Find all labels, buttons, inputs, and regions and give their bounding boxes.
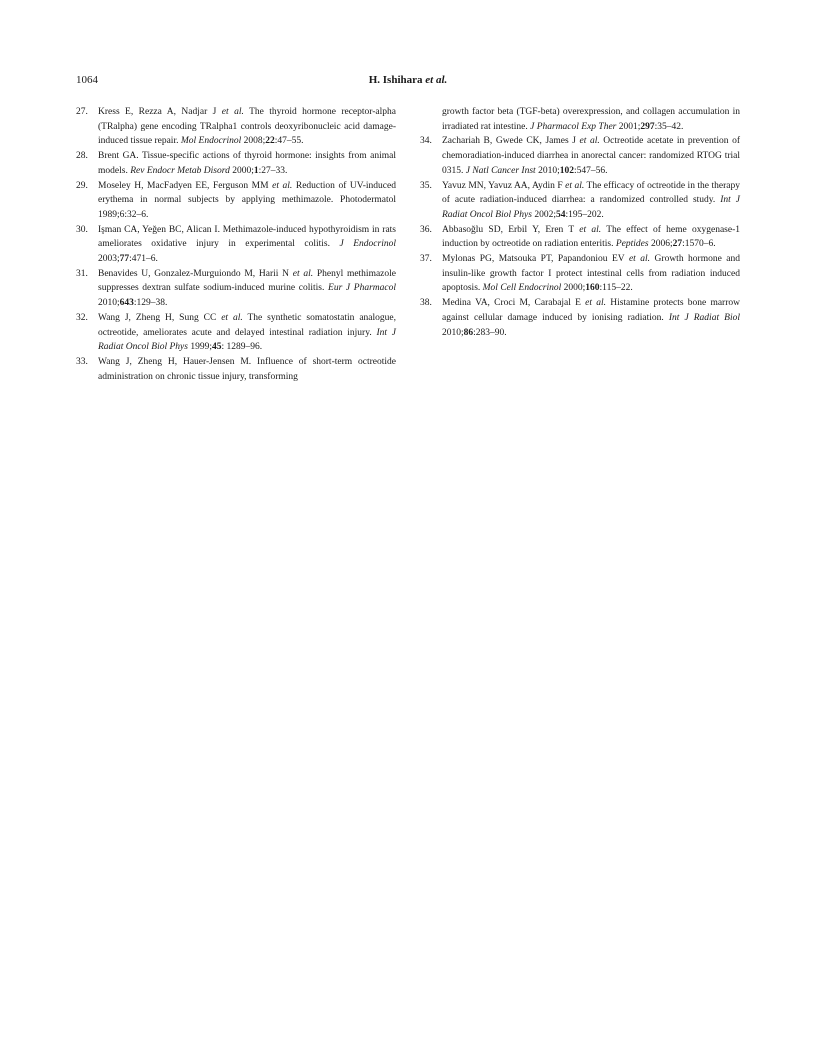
reference-pages: :129–38. (133, 298, 168, 309)
reference-etal: et al. (565, 180, 585, 191)
reference-pages: :471–6. (129, 254, 158, 265)
reference-number: 27. (76, 107, 88, 117)
reference-number: 34. (420, 136, 432, 147)
reference-volume: 45 (212, 342, 222, 353)
reference-number: 31. (76, 268, 88, 279)
reference-title: Growth hormone and insulin-like growth factor I protect intestinal cells from radiation induced apoptosis. (442, 254, 741, 294)
reference-number: 38. (420, 298, 432, 309)
reference-item (76, 355, 396, 384)
reference-year: 1999; (187, 342, 212, 353)
reference-etal: et al. (221, 107, 244, 117)
reference-pages: :27–33. (258, 165, 288, 176)
references-left-column (76, 105, 396, 384)
reference-title: Reduction of UV-induced erythema in normal subjects by applying methimazole. Photodermatol 1989;6:32–6. (98, 180, 396, 220)
reference-number: 30. (76, 224, 88, 235)
reference-number: 33. (76, 356, 88, 367)
reference-authors: Moseley H, MacFadyen EE, Ferguson MM (98, 180, 273, 191)
reference-volume: 102 (559, 165, 574, 176)
reference-number: 32. (76, 312, 88, 323)
reference-year: 2000; (229, 165, 254, 176)
page-number: 1064 (76, 74, 98, 86)
reference-journal: Rev Endocr Metab Disord (130, 165, 230, 176)
reference-journal: J Endocrinol (339, 239, 396, 250)
reference-etal: et al. (272, 180, 293, 191)
reference-pages: : 1289–96. (221, 342, 263, 353)
reference-pages: :283–90. (473, 327, 507, 338)
reference-etal: et al. (579, 136, 600, 147)
reference-etal: et al. (221, 312, 243, 323)
reference-pages: :195–202. (565, 209, 604, 220)
reference-pages: :1570–6. (682, 239, 716, 250)
reference-year: 2008; (241, 136, 266, 147)
reference-number: 28. (76, 151, 88, 162)
running-head (300, 74, 516, 86)
reference-etal: et al. (628, 254, 651, 265)
reference-item (76, 223, 396, 267)
reference-year: 2006; (648, 239, 673, 250)
reference-authors: Yavuz MN, Yavuz AA, Aydin F (442, 180, 566, 191)
reference-title: The effect of heme oxygenase-1 induction by octreotide on radiation enteritis. (442, 224, 740, 250)
reference-year: 2010; (442, 327, 464, 338)
reference-item (420, 223, 740, 252)
reference-year: 2002; (531, 209, 556, 220)
reference-volume: 27 (672, 239, 683, 250)
reference-authors: growth factor beta (TGF-beta) overexpression, and collagen accumulation in irradiated rat intestine. (442, 107, 740, 132)
reference-pages: :47–55. (274, 136, 304, 147)
reference-title: The synthetic somatostatin analogue, octreotide, ameliorates acute and delayed intestinal radiation injury. (98, 312, 396, 338)
reference-authors: Wang J, Zheng H, Sung CC (98, 312, 222, 323)
reference-year: 2001; (616, 121, 641, 132)
reference-journal: J Natl Cancer Inst (465, 165, 536, 176)
reference-item (76, 149, 396, 178)
reference-year: 2010; (98, 298, 120, 309)
running-head-etal: et al. (425, 74, 448, 86)
reference-title: Phenyl methimazole suppresses dextran sulfate sodium-induced murine colitis. (98, 268, 397, 294)
reference-title: The thyroid hormone receptor-alpha (TRalpha) gene encoding TRalpha1 controls deoxyribonucleic acid damage-induced tissue repair. (98, 107, 396, 147)
reference-item (76, 267, 396, 311)
reference-authors: Kress E, Rezza A, Nadjar J (98, 107, 222, 117)
reference-number: 36. (420, 224, 432, 235)
reference-volume: 77 (119, 254, 130, 265)
reference-authors: Medina VA, Croci M, Carabajal E (442, 298, 586, 309)
reference-item (76, 105, 396, 149)
reference-authors: Abbasoğlu SD, Erbil Y, Eren T (442, 224, 580, 235)
reference-journal: Int J Radiat Oncol Biol Phys (442, 195, 740, 220)
reference-volume: 54 (556, 209, 566, 220)
reference-item (76, 179, 396, 223)
reference-etal: et al. (585, 298, 606, 309)
reference-item (420, 105, 740, 134)
reference-year: 2010; (535, 165, 560, 176)
reference-authors: Brent GA. Tissue-specific actions of thyroid hormone: insights from animal models. (98, 151, 396, 176)
reference-authors: Işman CA, Yeğen BC, Alican I. Methimazole-induced hypothyroidism in rats ameliorates oxidative injury in experimental colitis. (98, 224, 396, 250)
reference-journal: Mol Cell Endocrinol (482, 283, 562, 294)
reference-journal: J Pharmacol Exp Ther (530, 121, 617, 132)
references-right-column (420, 105, 740, 340)
reference-etal: et al. (579, 224, 602, 235)
reference-journal: Int J Radiat Oncol Biol Phys (98, 327, 396, 353)
reference-item (420, 252, 740, 296)
reference-authors: Benavides U, Gonzalez-Murguiondo M, Harii N (98, 268, 293, 279)
reference-pages: :115–22. (599, 283, 633, 294)
reference-pages: :35–42. (654, 121, 684, 132)
reference-volume: 160 (585, 283, 600, 294)
reference-authors: Zachariah B, Gwede CK, James J (442, 136, 580, 147)
reference-journal: Int J Radiat Biol (668, 312, 741, 323)
reference-journal: Peptides (615, 239, 649, 250)
reference-item (76, 311, 396, 355)
reference-journal: Mol Endocrinol (180, 136, 242, 147)
reference-authors: Mylonas PG, Matsouka PT, Papandoniou EV (442, 254, 629, 265)
reference-number: 37. (420, 254, 432, 265)
reference-volume: 643 (119, 298, 134, 309)
reference-number: 35. (420, 180, 432, 191)
reference-number: 29. (76, 180, 88, 191)
reference-journal: Eur J Pharmacol (328, 283, 396, 294)
reference-year: 2000; (561, 283, 586, 294)
reference-volume: 86 (463, 327, 474, 338)
reference-etal: et al. (292, 268, 314, 279)
reference-year: 2003; (98, 254, 120, 265)
reference-title: Octreotide acetate in prevention of chemoradiation-induced diarrhea in anorectal cancer: randomized RTOG trial 0315. (442, 136, 740, 176)
reference-pages: :547–56. (573, 165, 608, 176)
reference-volume: 1 (253, 165, 259, 176)
reference-item (420, 179, 740, 223)
reference-title: Histamine protects bone marrow against cellular damage induced by ionising radiation. (442, 298, 740, 323)
reference-authors: Wang J, Zheng H, Hauer-Jensen M. Influence of short-term octreotide administration on chronic tissue injury, transforming (98, 356, 396, 382)
running-head-authors: H. Ishihara (368, 74, 423, 86)
reference-item (420, 134, 740, 178)
reference-item (420, 296, 740, 340)
reference-volume: 22 (265, 136, 275, 147)
reference-volume: 297 (640, 121, 655, 132)
reference-title: The efficacy of octreotide in the therapy of acute radiation-induced diarrhea: a randomized controlled study. (442, 180, 740, 206)
